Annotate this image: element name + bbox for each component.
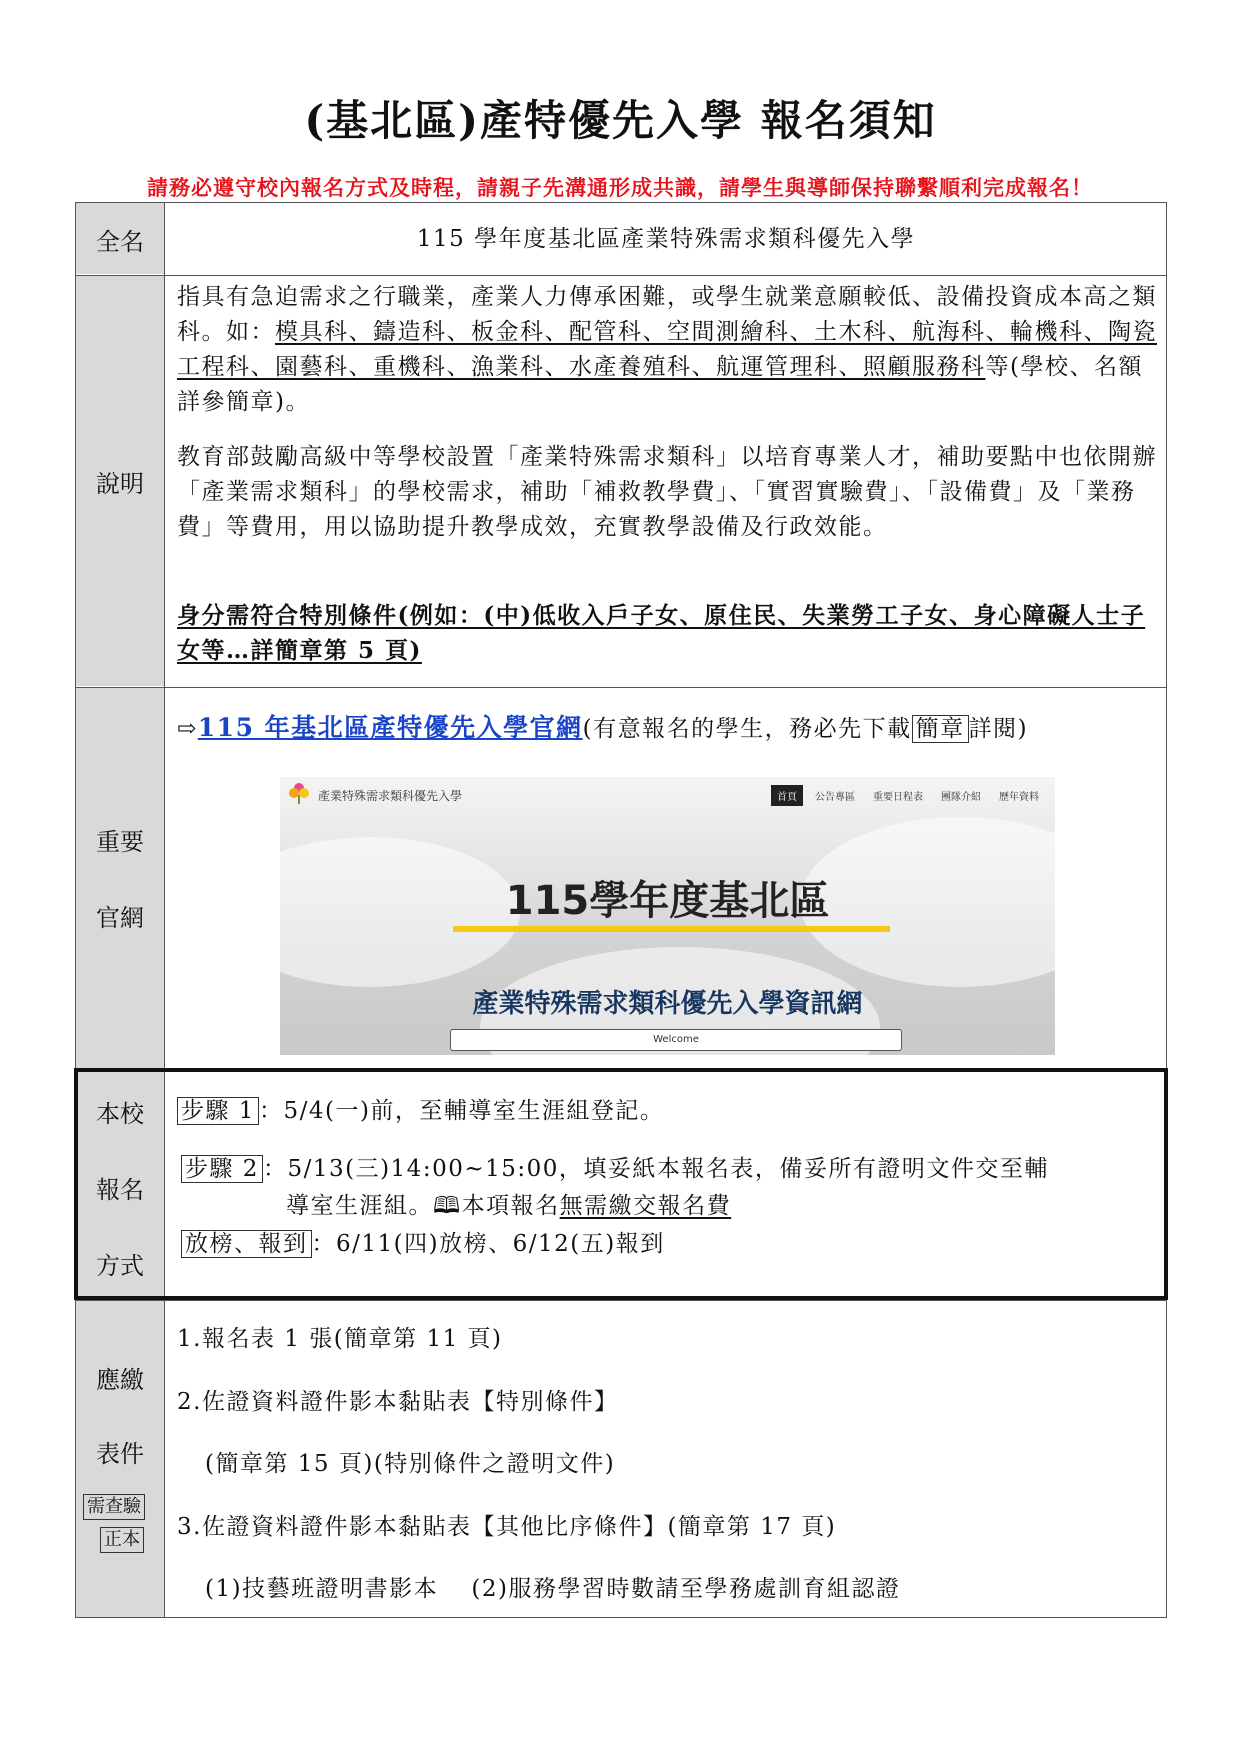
label-bg-website	[76, 688, 164, 1068]
label-method-line3: 方式	[96, 1252, 144, 1280]
step-2-text-cont: 導室生涯組。	[286, 1193, 433, 1219]
book-icon: 🕮	[433, 1193, 462, 1219]
document-item-2-note: (簡章第 15 頁)(特別條件之證明文件)	[205, 1451, 616, 1477]
step-2-fee-note: 無需繳交報名費	[559, 1193, 732, 1219]
document-item-2: 2.佐證資料證件影本黏貼表【特別條件】	[177, 1389, 619, 1415]
method-step-1	[177, 1094, 1162, 1129]
brochure-label: 簡章	[912, 715, 969, 743]
description-tail: 等(學校、名額詳參簡章)。	[177, 354, 1143, 415]
description-paragraph-1	[177, 280, 1157, 420]
step-1-text: ：5/4(一)前，至輔導室生涯組登記。	[258, 1098, 665, 1124]
table-column-divider	[164, 202, 165, 1618]
site-logo-icon	[288, 781, 310, 805]
website-preview-screenshot	[280, 777, 1055, 1055]
row-divider	[75, 687, 1167, 688]
method-result	[181, 1227, 1166, 1262]
preview-headline: 115學年度基北區	[505, 878, 830, 924]
label-website-line1: 重要	[96, 828, 144, 856]
arrow-icon: ⇨	[177, 716, 198, 742]
step-2-text: ：5/13(三)14:00~15:00，填妥紙本報名表，備妥所有證明文件交至輔	[262, 1156, 1049, 1182]
result-text: ：6/11(四)放榜、6/12(五)報到	[311, 1231, 665, 1257]
preview-topbar	[280, 777, 1055, 813]
preview-accent-bar	[453, 926, 890, 932]
website-note-after: 詳閱)	[968, 716, 1029, 742]
preview-site-name: 產業特殊需求類科優先入學	[318, 789, 463, 803]
preview-nav-archive: 歷年資料	[999, 792, 1039, 803]
description-paragraph-2: 教育部鼓勵高級中等學校設置「產業特殊需求類科」以培育專業人才，補助要點中也依開辦「產業需求類科」的學校需求，補助「補救教學費」、「實習實驗費」、「設備費」及「業務費」等費用，用以協助提升教學成效，充實教學設備及行政效能。	[177, 444, 1157, 540]
preview-nav-home: 首頁	[771, 785, 803, 806]
preview-subheadline: 產業特殊需求類科優先入學資訊網	[472, 989, 863, 1019]
label-fullname: 全名	[96, 228, 144, 256]
step-1-label: 步驟 1	[177, 1097, 259, 1125]
preview-welcome-button: Welcome	[450, 1029, 902, 1051]
document-item-3-sub: (1)技藝班證明書影本 (2)服務學習時數請至學務處訓育組認證	[205, 1576, 901, 1602]
document-title: (基北區)產特優先入學 報名須知	[304, 96, 937, 145]
preview-nav	[771, 785, 1045, 806]
website-line	[177, 710, 1162, 747]
description-eligibility: 身分需符合特別條件(例如：(中)低收入戶子女、原住民、失業勞工子女、身心障礙人士子女等…詳簡章第 5 頁)	[177, 602, 1146, 664]
result-label: 放榜、報到	[181, 1230, 312, 1258]
document-item-1: 1.報名表 1 張(簡章第 11 頁)	[177, 1326, 503, 1352]
website-note-before: (有意報名的學生，務必先下載	[582, 716, 912, 742]
method-step-2	[181, 1152, 1166, 1187]
method-step-2-cont	[286, 1189, 1156, 1224]
label-method-line1: 本校	[96, 1100, 144, 1128]
label-website-line2: 官網	[96, 904, 144, 932]
document-item-3: 3.佐證資料證件影本黏貼表【其他比序條件】(簡章第 17 頁)	[177, 1514, 837, 1540]
row-divider	[75, 1300, 1167, 1301]
description-subjects: 模具科、鑄造科、板金科、配管科、空間測繪科、土木科、航海科、輪機科、陶瓷工程科、園藝科、重機科、漁業科、水產養殖科、航運管理科、照顧服務科	[177, 319, 1157, 380]
preview-nav-schedule: 重要日程表	[873, 792, 923, 803]
row-divider	[75, 275, 1167, 276]
label-description: 說明	[96, 470, 144, 498]
fullname-value: 115 學年度基北區產業特殊需求類科優先入學	[416, 226, 916, 252]
label-documents-line2: 表件	[96, 1440, 144, 1468]
preview-nav-announcements: 公告專區	[815, 792, 855, 803]
preview-nav-team: 團隊介紹	[941, 792, 981, 803]
description-intro: 指具有急迫需求之行職業，產業人力傳承困難，或學生就業意願較低、設備投資成本高之類科。如：	[177, 284, 1157, 345]
step-2-label: 步驟 2	[181, 1155, 263, 1183]
label-documents-line1: 應繳	[96, 1366, 144, 1394]
label-method-line2: 報名	[96, 1176, 144, 1204]
warning-notice: 請務必遵守校內報名方式及時程，請親子先溝通形成共識，請學生與導師保持聯繫順利完成報名！	[147, 175, 1093, 200]
step-2-fee-prefix: 本項報名	[461, 1193, 560, 1219]
official-site-link[interactable]: 115 年基北區產特優先入學官網	[197, 713, 583, 742]
verify-original-badge: 需查驗	[83, 1494, 145, 1520]
original-copy-badge: 正本	[100, 1527, 144, 1553]
